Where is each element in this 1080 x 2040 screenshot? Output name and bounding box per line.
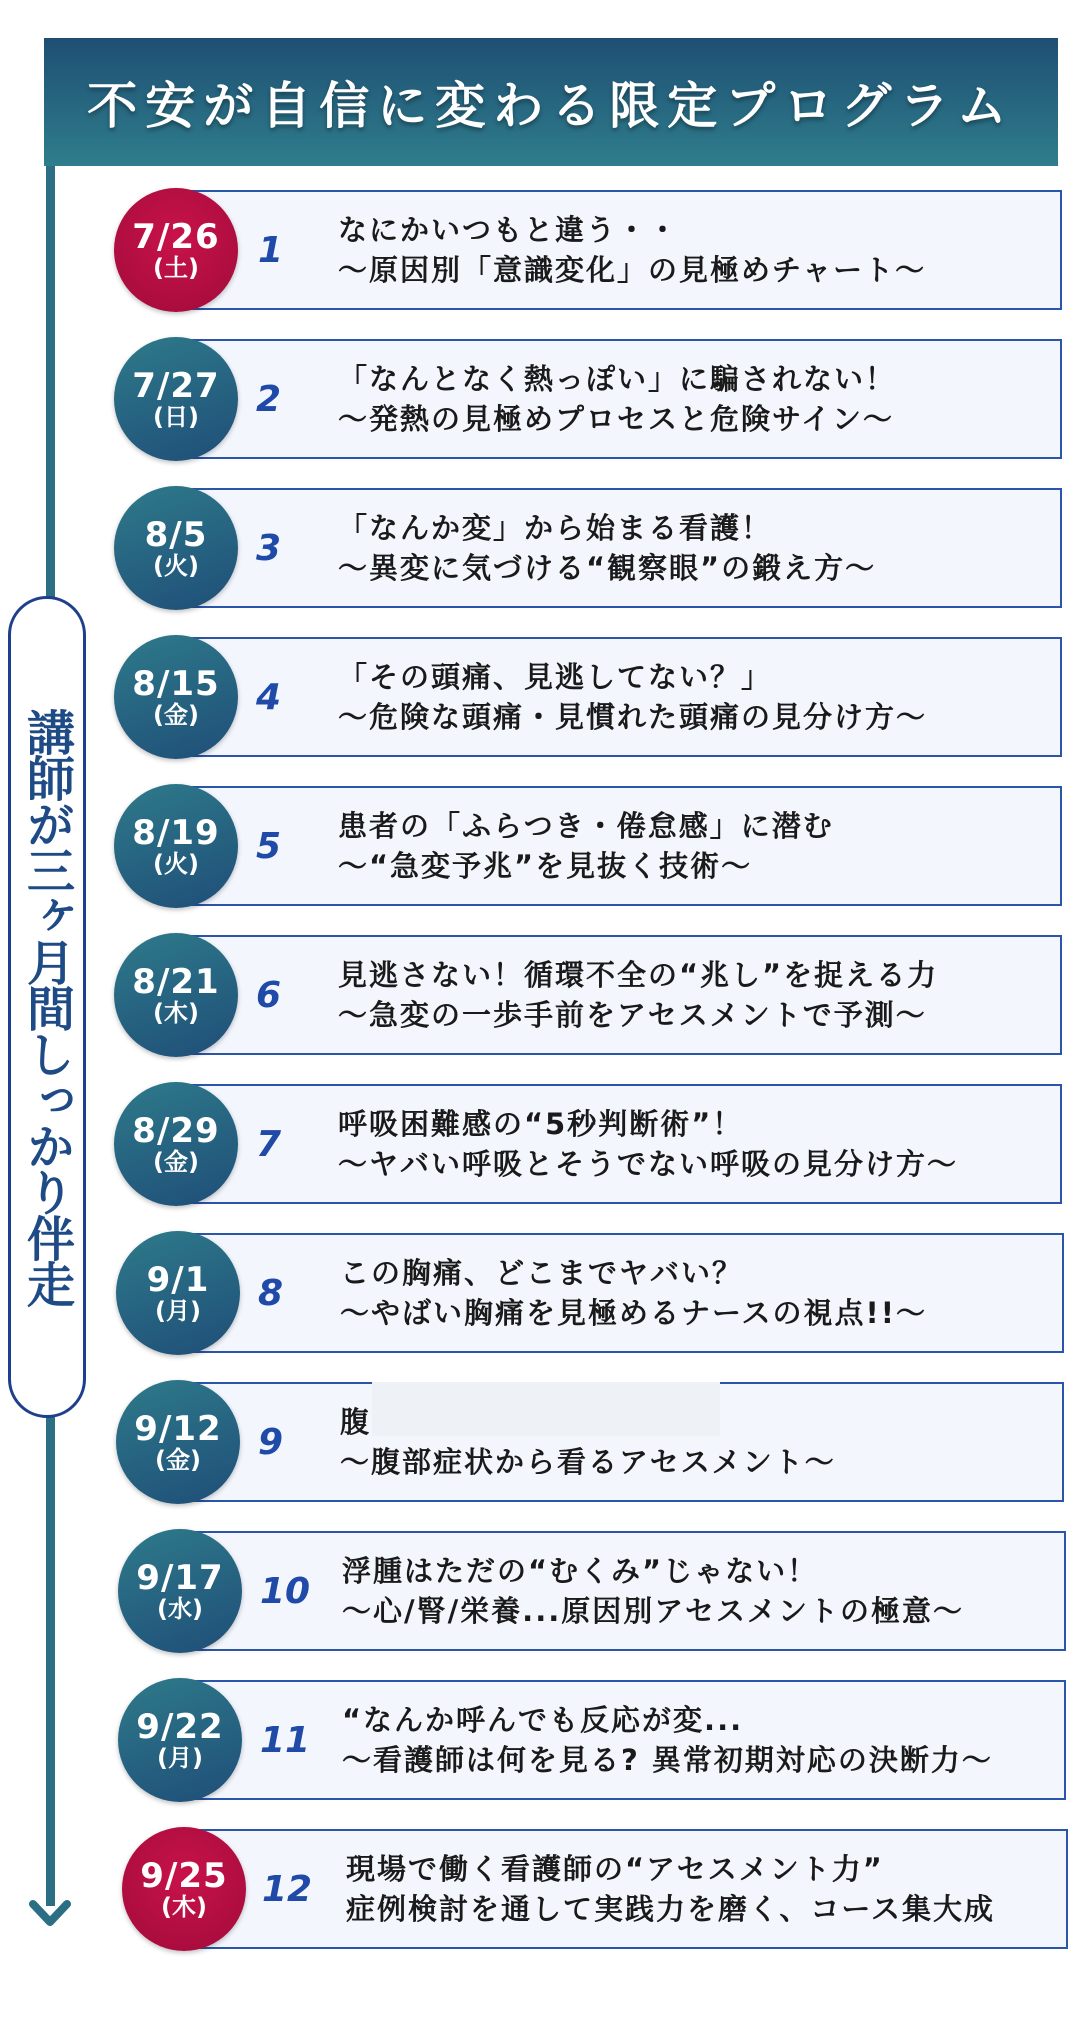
date-badge <box>116 1380 240 1504</box>
session-text <box>338 786 834 906</box>
session-date: 9/12 <box>134 1409 222 1449</box>
session-title: 現場で働く看護師の“アセスメント力” <box>346 1852 884 1886</box>
session-subtitle: 〜やばい胸痛を見極めるナースの視点!!〜 <box>340 1296 928 1330</box>
session-date: 9/17 <box>136 1558 224 1598</box>
session-row <box>0 1084 1080 1206</box>
page-header <box>44 38 1058 166</box>
session-text <box>338 190 926 310</box>
page-title: 不安が自信に変わる限定プログラム <box>87 77 1015 135</box>
session-weekday: (火) <box>153 850 199 878</box>
session-title: “なんか呼んでも反応が変... <box>342 1703 744 1737</box>
session-date: 8/5 <box>144 515 208 555</box>
session-number: 8 <box>258 1272 284 1314</box>
session-text <box>340 1233 927 1353</box>
session-row <box>0 786 1080 908</box>
session-date: 8/29 <box>132 1111 220 1151</box>
session-number: 10 <box>260 1570 311 1612</box>
date-badge <box>118 1678 242 1802</box>
date-badge <box>114 933 238 1057</box>
session-title: 「なんか変」から始まる看護！ <box>338 511 773 545</box>
session-row <box>0 190 1080 312</box>
date-badge <box>116 1231 240 1355</box>
session-text <box>338 488 876 608</box>
session-row <box>0 1233 1080 1355</box>
session-subtitle: 〜“急変予兆”を見抜く技術〜 <box>338 849 753 883</box>
session-text <box>338 339 896 459</box>
date-badge <box>118 1529 242 1653</box>
session-subtitle: 〜心/腎/栄養...原因別アセスメントの極意〜 <box>342 1594 964 1628</box>
session-text <box>338 637 927 757</box>
session-weekday: (月) <box>155 1297 201 1325</box>
date-badge <box>114 784 238 908</box>
session-weekday: (土) <box>153 254 199 282</box>
session-title: 「なんとなく熱っぽい」に騙されない！ <box>338 362 897 396</box>
date-badge <box>114 188 238 312</box>
session-weekday: (月) <box>157 1744 203 1772</box>
session-title: この胸痛、どこまでヤバい？ <box>340 1256 744 1290</box>
session-row <box>0 1531 1080 1653</box>
session-title: 浮腫はただの“むくみ”じゃない！ <box>342 1554 819 1588</box>
session-date: 8/19 <box>132 813 220 853</box>
session-number: 11 <box>260 1719 311 1761</box>
date-badge <box>114 635 238 759</box>
session-number: 5 <box>256 825 282 867</box>
date-badge <box>122 1827 246 1951</box>
session-weekday: (日) <box>153 403 199 431</box>
sidebar-text: 講師が三ヶ月間しっかり伴走 <box>18 708 75 1306</box>
session-subtitle: 〜看護師は何を見る? 異常初期対応の決断力〜 <box>342 1743 993 1777</box>
session-title: 呼吸困難感の“5秒判断術”！ <box>338 1107 744 1141</box>
session-weekday: (木) <box>161 1893 207 1921</box>
session-date: 9/22 <box>136 1707 224 1747</box>
session-date: 8/15 <box>132 664 220 704</box>
session-weekday: (火) <box>153 552 199 580</box>
session-weekday: (金) <box>153 1148 199 1176</box>
session-number: 9 <box>258 1421 284 1463</box>
session-row <box>0 339 1080 461</box>
date-badge <box>114 486 238 610</box>
session-row <box>0 488 1080 610</box>
session-subtitle: 〜ヤバい呼吸とそうでない呼吸の見分け方〜 <box>338 1147 959 1181</box>
session-number: 4 <box>256 676 282 718</box>
session-weekday: (金) <box>153 701 199 729</box>
session-weekday: (金) <box>155 1446 201 1474</box>
session-text <box>342 1680 993 1800</box>
session-text <box>346 1829 995 1949</box>
session-title: 見逃さない！循環不全の“兆し”を捉える力 <box>338 958 939 992</box>
session-date: 9/25 <box>140 1856 228 1896</box>
session-text <box>338 1084 958 1204</box>
session-number: 7 <box>256 1123 282 1165</box>
session-date: 7/27 <box>132 366 220 406</box>
session-date: 9/1 <box>146 1260 210 1300</box>
session-text <box>342 1531 964 1651</box>
session-number: 1 <box>258 229 284 271</box>
date-badge <box>114 337 238 461</box>
session-row <box>0 1829 1080 1951</box>
session-title: なにかいつもと違う・・ <box>338 213 680 247</box>
session-number: 6 <box>256 974 282 1016</box>
session-weekday: (水) <box>157 1595 203 1623</box>
session-date: 7/26 <box>132 217 220 257</box>
session-text <box>338 935 938 1055</box>
session-number: 2 <box>256 378 282 420</box>
session-subtitle: 〜異変に気づける“観察眼”の鍛え方〜 <box>338 551 877 585</box>
session-row <box>0 1680 1080 1802</box>
session-subtitle: 〜腹部症状から看るアセスメント〜 <box>340 1445 836 1479</box>
session-row <box>0 637 1080 759</box>
session-title: 患者の「ふらつき・倦怠感」に潜む <box>338 809 834 843</box>
session-subtitle: 〜急変の一歩手前をアセスメントで予測〜 <box>338 998 927 1032</box>
session-title: 腹 <box>340 1405 372 1439</box>
session-subtitle: 〜発熱の見極めプロセスと危険サイン〜 <box>338 402 894 436</box>
session-number: 3 <box>256 527 282 569</box>
session-date: 8/21 <box>132 962 220 1002</box>
session-subtitle: 症例検討を通して実践力を磨く、コース集大成 <box>346 1892 995 1926</box>
session-row <box>0 935 1080 1057</box>
session-subtitle: 〜危険な頭痛・見慣れた頭痛の見分け方〜 <box>338 700 928 734</box>
redacted-area <box>372 1382 720 1436</box>
session-title: 「その頭痛、見逃してない？」 <box>338 660 773 694</box>
date-badge <box>114 1082 238 1206</box>
session-weekday: (木) <box>153 999 199 1027</box>
session-number: 12 <box>262 1868 313 1910</box>
session-subtitle: 〜原因別「意識変化」の見極めチャート〜 <box>338 253 927 287</box>
